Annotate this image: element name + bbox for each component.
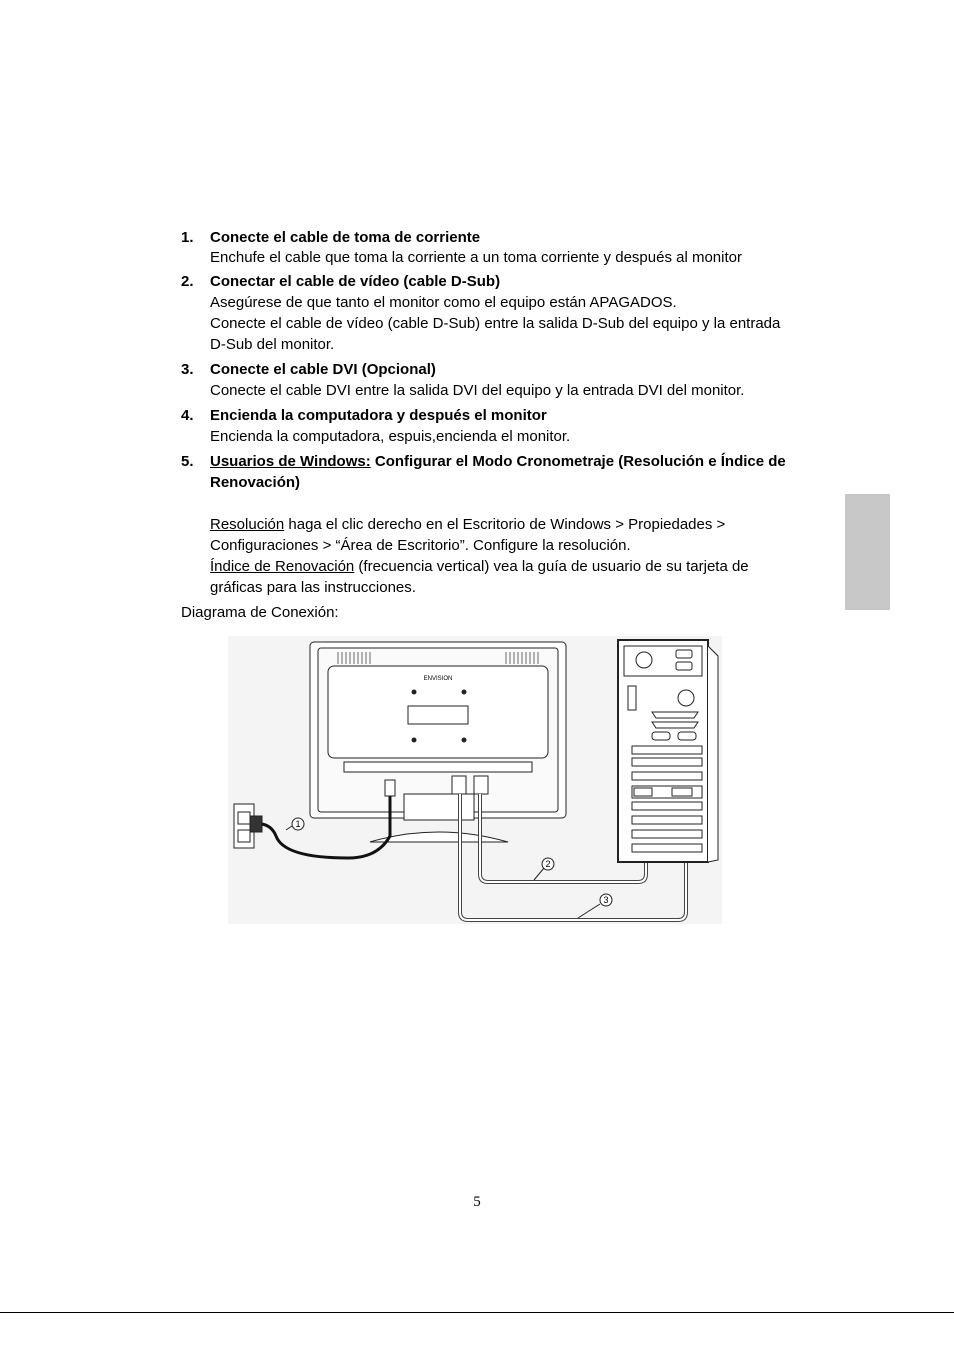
refresh-rate-text: (frecuencia vertical) vea la guía de usuario de su tarjeta de gráficas para las instrucciones. (210, 558, 749, 596)
step-title: Conecte el cable DVI (Opcional) (210, 361, 436, 378)
step-title: Conectar el cable de vídeo (cable D-Sub) (210, 273, 501, 290)
step-title: Encienda la computadora y después el monitor (210, 407, 547, 424)
page-number: 5 (473, 1194, 481, 1210)
connection-diagram (228, 636, 722, 924)
step-5 (181, 451, 786, 598)
step-body: Conecte el cable DVI entre la salida DVI del equipo y la entrada DVI del monitor. (210, 382, 745, 399)
computer-tower-illustration (618, 640, 718, 862)
callout-3: 3 (603, 895, 609, 905)
step-title-text: Configurar el Modo Cronometraje (Resolución e Índice de Renovación) (210, 453, 786, 491)
step-title (210, 451, 786, 493)
step-number: 5. (181, 453, 194, 470)
step-number: 4. (181, 407, 194, 424)
callout-1: 1 (295, 819, 301, 829)
refresh-rate-link[interactable]: Índice de Renovación (210, 558, 355, 575)
step-number: 2. (181, 273, 194, 290)
monitor-back-illustration (310, 642, 566, 842)
setup-steps-list (181, 227, 786, 602)
step-title: Conecte el cable de toma de corriente (210, 229, 481, 246)
step-number: 3. (181, 361, 194, 378)
resolution-link[interactable]: Resolución (210, 516, 285, 533)
resolution-paragraph (210, 514, 786, 556)
step-body-line: Conecte el cable de vídeo (cable D-Sub) entre la salida D-Sub del equipo y la entrada D-Sub del monitor. (210, 315, 781, 353)
step-body: Encienda la computadora, espuis,encienda el monitor. (210, 428, 571, 445)
resolution-text: haga el clic derecho en el Escritorio de Windows > Propiedades > Configuraciones > “Área de Escritorio”. Configure la resolución. (210, 516, 726, 554)
step-2 (181, 271, 786, 355)
step-body: Enchufe el cable que toma la corriente a un toma corriente y después al monitor (210, 249, 742, 266)
step-4 (181, 405, 786, 447)
diagram-caption: Diagrama de Conexión: (181, 604, 339, 621)
callout-2: 2 (545, 859, 551, 869)
language-tab-marker (845, 494, 890, 610)
windows-users-link[interactable]: Usuarios de Windows: (210, 453, 371, 470)
footer-rule (0, 1312, 954, 1313)
monitor-brand-label: ENVISION (423, 676, 453, 682)
step-3 (181, 359, 786, 401)
step-number: 1. (181, 229, 194, 246)
step-1 (181, 227, 786, 267)
step-body-line: Asegúrese de que tanto el monitor como el equipo están APAGADOS. (210, 294, 677, 311)
refresh-rate-paragraph (210, 556, 786, 598)
